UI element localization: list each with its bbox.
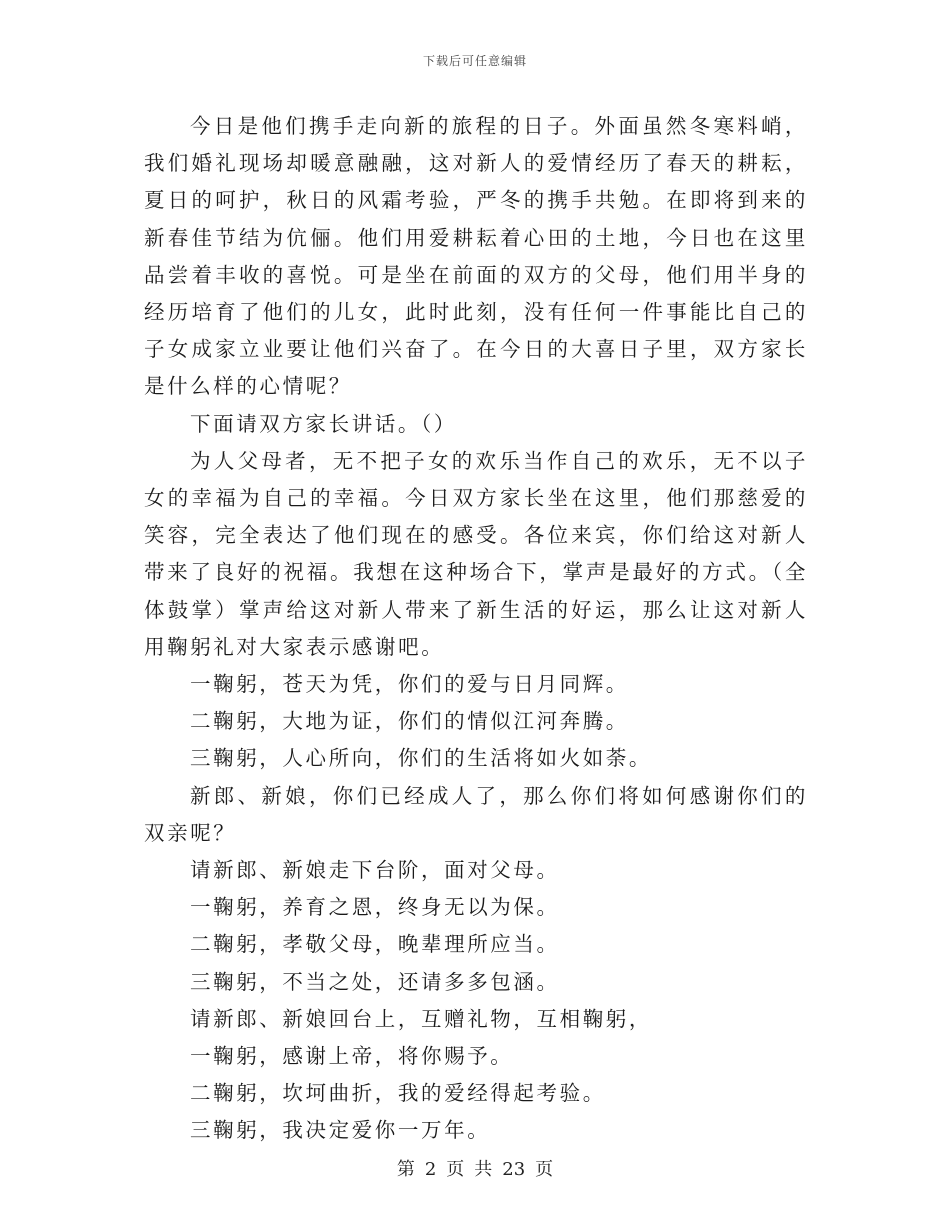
paragraph: 一鞠躬，养育之恩，终身无以为保。 [190, 895, 560, 920]
paragraph: 今日是他们携手走向新的旅程的日子。外面虽然冬寒料峭，我们婚礼现场却暖意融融，这对新人的爱情经历了春天的耕耘，夏日的呵护，秋日的风霜考验，严冬的携手共勉。在即将到来的新春佳节结为伉俪。他们用爱耕耘着心田的土地，今日也在这里品尝着丰收的喜悦。可是坐在前面的双方的父母，他们用半身的经历培育了他们的儿女，此时此刻，没有任何一件事能比自己的子女成家立业要让他们兴奋了。在今日的大喜日子里，双方家长是什么样的心情呢？ [144, 114, 808, 399]
paragraph: 三鞠躬，我决定爱你一万年。 [190, 1118, 491, 1143]
footer-total-word: 共 [474, 1159, 493, 1180]
paragraph: 一鞠躬，苍天为凭，你们的爱与日月同辉。 [190, 672, 629, 697]
paragraph: 下面请双方家长讲话。（） [190, 411, 457, 436]
footer-page-word: 页 [446, 1159, 465, 1180]
paragraph: 请新郎、新娘走下台阶，面对父母。 [190, 858, 560, 883]
footer-prefix: 第 [396, 1159, 415, 1180]
paragraph: 三鞠躬，不当之处，还请多多包涵。 [190, 969, 560, 994]
paragraph: 三鞠躬，人心所向，你们的生活将如火如荼。 [190, 746, 652, 771]
paragraph: 二鞠躬，大地为证，你们的情似江河奔腾。 [190, 709, 629, 734]
paragraph: 二鞠躬，坎坷曲折，我的爱经得起考验。 [190, 1081, 606, 1106]
page-footer [0, 1155, 950, 1181]
document-body [144, 108, 808, 1150]
page-header: 下载后可任意编辑 [422, 54, 527, 68]
footer-total-pages: 23 [502, 1159, 526, 1180]
paragraph: 请新郎、新娘回台上，互赠礼物，互相鞠躬， [190, 1006, 652, 1031]
paragraph: 一鞠躬，感谢上帝，将你赐予。 [190, 1044, 514, 1069]
footer-current-page: 2 [424, 1159, 437, 1180]
footer-suffix: 页 [535, 1159, 554, 1180]
paragraph: 为人父母者，无不把子女的欢乐当作自己的欢乐，无不以子女的幸福为自己的幸福。今日双方家长坐在这里，他们那慈爱的笑容，完全表达了他们现在的感受。各位来宾，你们给这对新人带来了良好的祝福。我想在这种场合下，掌声是最好的方式。（全体鼓掌）掌声给这对新人带来了新生活的好运，那么让这对新人用鞠躬礼对大家表示感谢吧。 [144, 448, 808, 659]
paragraph: 新郎、新娘，你们已经成人了，那么你们将如何感谢你们的双亲呢？ [144, 783, 808, 845]
paragraph: 二鞠躬，孝敬父母，晚辈理所应当。 [190, 932, 560, 957]
